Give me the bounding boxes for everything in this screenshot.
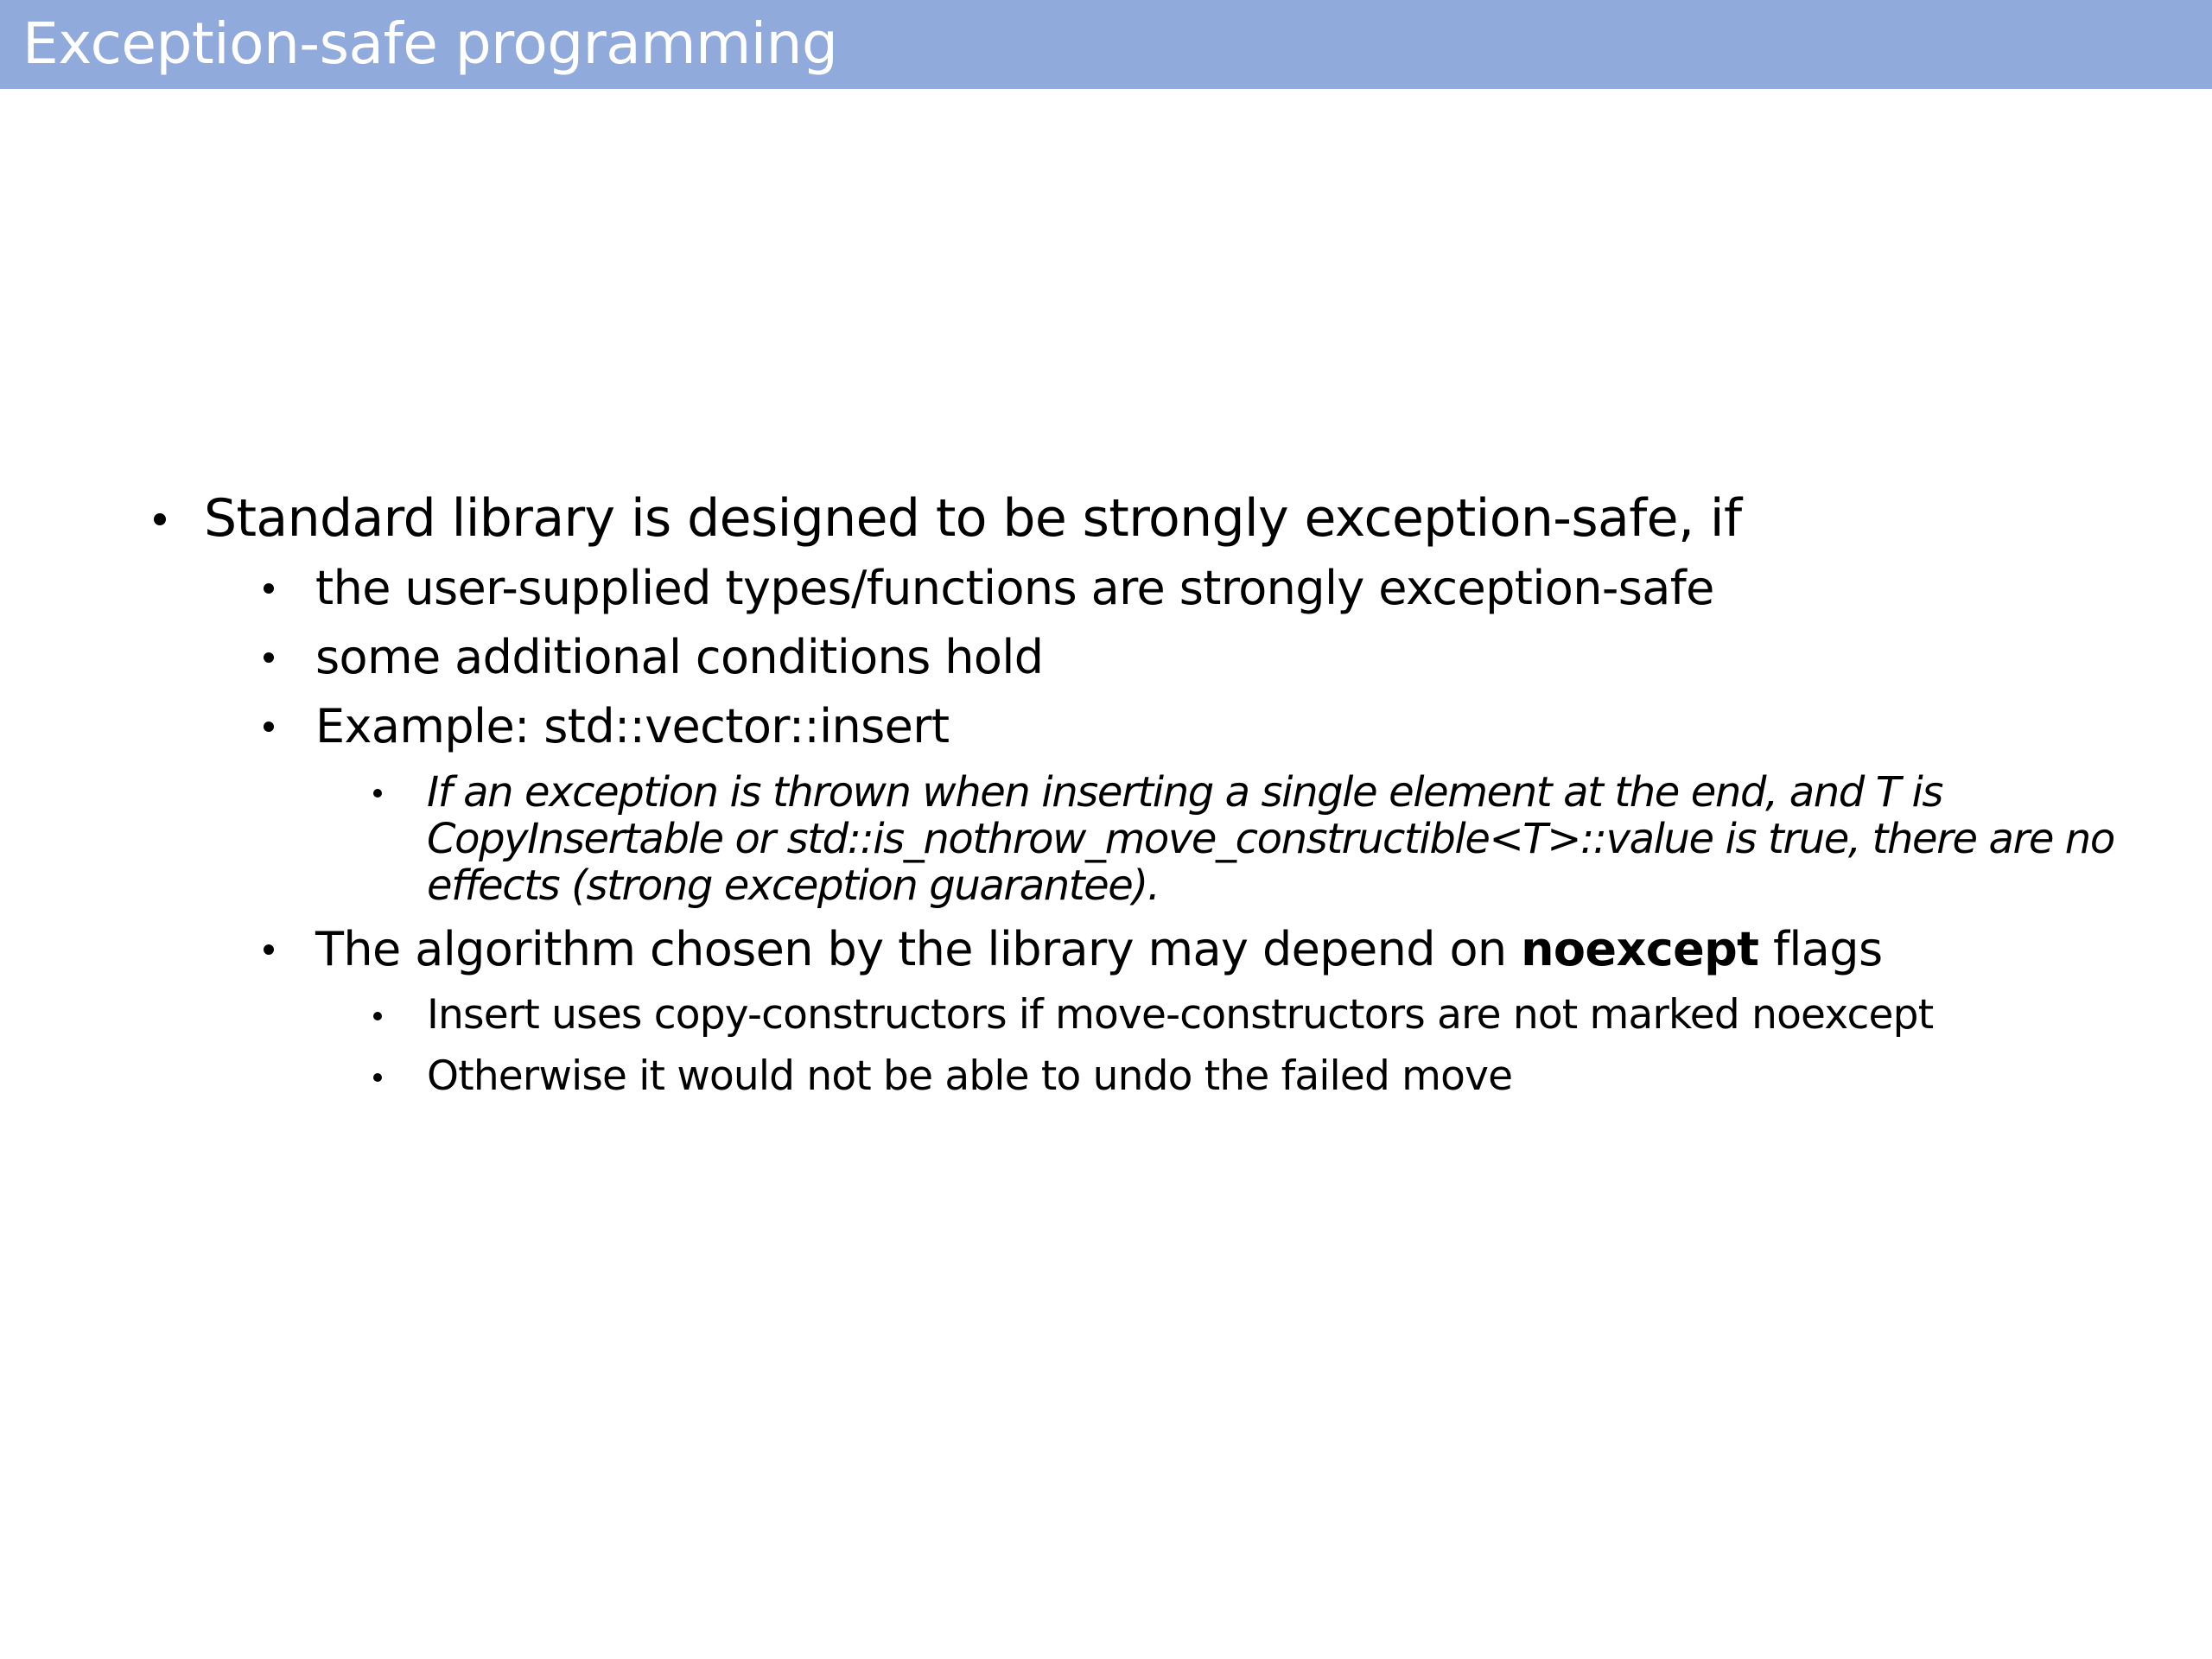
bullet-undo-move-text: Otherwise it would not be able to undo the failed move xyxy=(427,1052,1513,1100)
bullet-dot-icon xyxy=(154,513,166,525)
bullet-sub-algorithm-text xyxy=(315,921,1883,978)
noexcept-keyword: noexcept xyxy=(1521,922,1759,976)
quote-line-2: CopyInsertable or std::is_nothrow_move_constructible<T>::value is true, there are no xyxy=(427,815,2114,863)
title-bar xyxy=(0,0,2212,89)
bullet-sub-example-text: Example: std::vector::insert xyxy=(315,699,950,753)
bullet-sub-user-types-text: the user-supplied types/functions are strongly exception-safe xyxy=(315,561,1714,615)
bullet-dot-icon xyxy=(264,583,274,594)
bullet-dot-icon xyxy=(373,789,382,798)
quote-line-3: effects (strong exception guarantee). xyxy=(427,861,1160,910)
bullet-main-text: Standard library is designed to be strongly exception-safe, if xyxy=(204,488,1742,549)
algorithm-prefix: The algorithm chosen by the library may depend on xyxy=(315,922,1507,976)
quote-text xyxy=(427,769,2114,909)
algorithm-suffix: flags xyxy=(1772,922,1883,976)
bullet-dot-icon xyxy=(264,944,274,955)
bullet-insert-copy-text: Insert uses copy-constructors if move-constructors are not marked noexcept xyxy=(427,991,1934,1039)
bullet-dot-icon xyxy=(373,1012,382,1020)
slide-title: Exception-safe programming xyxy=(22,10,838,77)
bullet-dot-icon xyxy=(264,652,274,663)
bullet-dot-icon xyxy=(373,1073,382,1082)
bullet-sub-conditions-text: some additional conditions hold xyxy=(315,630,1044,684)
quote-line-1: If an exception is thrown when inserting a single element at the end, and T is xyxy=(427,768,1943,817)
bullet-dot-icon xyxy=(264,721,274,732)
